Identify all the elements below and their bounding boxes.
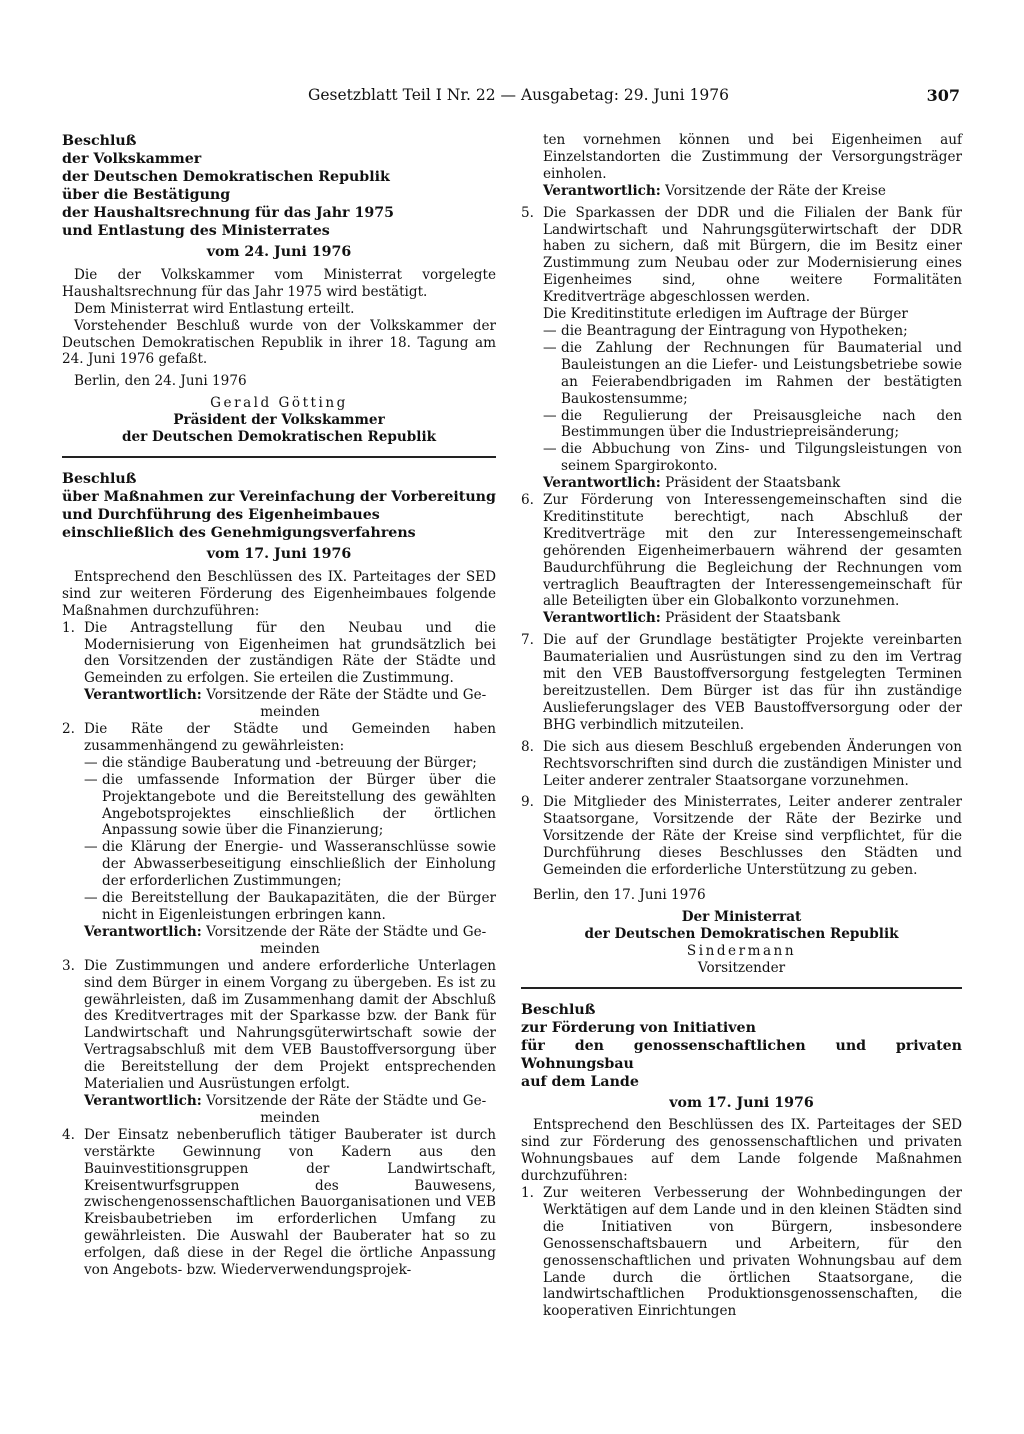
doc1-place-date: Berlin, den 24. Juni 1976: [74, 373, 247, 390]
doc2-item-2-dash: — die Klärung der Energie- und Wasseranschlüsse sowie der Abwasserbeseitigung einschließlich der Einholung der erforderlichen Zustimmungen;: [84, 839, 496, 890]
page-number: 307: [926, 86, 960, 105]
doc1-signatory-title: Präsident der Volkskammer: [173, 412, 385, 429]
responsible-label: Verantwortlich:: [84, 687, 202, 704]
resolution-rural-housing: [521, 1001, 962, 1321]
doc3-item-1: [521, 1185, 962, 1320]
doc2-item-5: [521, 205, 962, 306]
item-text: Die sich aus diesem Beschluß ergebenden Änderungen von Rechtsvorschriften sind durch die zuständigen Minister und Leiter anderer zentraler Staatsorgane vorzunehmen.: [543, 738, 962, 789]
doc2-title-line: Beschluß: [62, 470, 137, 487]
doc2-signatory-title: der Deutschen Demokratischen Republik: [584, 925, 899, 942]
doc2-title-line: einschließlich des Genehmigungsverfahrens: [62, 524, 416, 541]
section-divider: [521, 987, 962, 989]
item-number: 2.: [62, 721, 75, 738]
doc2-item-2-dash: — die Bereitstellung der Baukapazitäten, die der Bürger nicht in Eigenleistungen erbringen kann.: [84, 890, 496, 923]
responsible-text: Vorsitzende der Räte der Städte und Ge-: [206, 687, 487, 704]
doc2-responsible-1: [84, 687, 496, 721]
item-number: 3.: [62, 957, 75, 974]
item-number: 8.: [521, 738, 534, 755]
doc1-title-line: und Entlastung des Ministerrates: [62, 223, 330, 239]
doc2-item-5-dash: — die Zahlung der Rechnungen für Baumaterial und Bauleistungen an die Liefer- und Leistungsbetriebe sowie an Feierabendbrigaden im Rahmen der bestätigten Baukostensumme;: [543, 339, 962, 407]
doc2-item-3: [62, 958, 496, 1093]
doc2-item-5-dash: — die Abbuchung von Zins- und Tilgungsleistungen von seinem Spargirokonto.: [543, 441, 962, 475]
doc2-item-8: [521, 739, 962, 790]
header-title: Gesetzblatt Teil I Nr. 22 — Ausgabetag: 29. Juni 1976: [308, 86, 729, 104]
item-text: Die Antragstellung für den Neubau und die Modernisierung von Eigenheimen hat grundsätzlich bei den Vorsitzenden der zuständigen Räte der Städte und Gemeinden zu erfolgen. Sie erteilen die Zustimmung.: [84, 619, 496, 687]
page-header: [60, 86, 960, 110]
doc1-date: vom 24. Juni 1976: [206, 244, 352, 260]
doc3-title-line: für den genossenschaftlichen und privaten Wohnungsbau: [521, 1037, 962, 1072]
resolution-home-building: [62, 470, 496, 1279]
item-text: Die Zustimmungen und andere erforderliche Unterlagen sind dem Bürger in einem Vorgang zu übergeben. Es ist zu gewährleisten, daß im Zusammenhang damit der Abschluß des Kreditvertrages mit der Sparkasse bzw. der Bank für Landwirtschaft und Nahrungsgüterwirtschaft sowie der Vertragsabschluß mit dem VEB Baustoffversorgung über die Bereitstellung der dem Projekt entsprechenden Materialien und Ausrüstungen erfolgt.: [84, 957, 496, 1093]
doc1-title-line: Beschluß: [62, 133, 137, 149]
doc2-title-line: über Maßnahmen zur Vereinfachung der Vorbereitung: [62, 488, 496, 505]
responsible-label: Verantwortlich:: [84, 923, 202, 940]
doc2-item-9: [521, 794, 962, 879]
doc1-paragraph: Die der Volkskammer vom Ministerrat vorgelegte Haushaltsrechnung für das Jahr 1975 wird bestätigt.: [62, 266, 496, 300]
responsible-text: Präsident der Staatsbank: [665, 610, 841, 627]
item-text: Die Mitglieder des Ministerrates, Leiter anderer zentraler Staatsorgane, Vorsitzende der Räte der Bezirke und Vorsitzende der Räte der Kreise sind verpflichtet, für die Durchführung dieses Beschlusses den Städten und Gemeinden die erforderliche Unterstützung zu geben.: [543, 794, 962, 879]
doc2-item-5-dash: — die Beantragung der Eintragung von Hypotheken;: [543, 322, 908, 339]
item-text: Zur Förderung von Interessengemeinschaften sind die Kreditinstitute berechtigt, nach Abschluß der Kreditverträge mit den zur Interessengemeinschaft gehörenden Eigenheimerbauern während der gesamten Baudurchführung die Begleichung der Rechnungen vom vertraglich Beauftragten der Interessengemeinschaft für alle Beteiligten über ein Globalkonto vorzunehmen.: [543, 492, 962, 610]
doc2-item-1: [62, 620, 496, 688]
doc2-item-2-dash: — die ständige Bauberatung und -betreuung der Bürger;: [84, 754, 477, 771]
responsible-label: Verantwortlich:: [543, 182, 661, 199]
responsible-label: Verantwortlich:: [543, 475, 661, 492]
item-text: Die Räte der Städte und Gemeinden haben zusammenhängend zu gewährleisten:: [84, 721, 496, 754]
doc1-signatory-title: der Deutschen Demokratischen Republik: [121, 429, 437, 446]
item-number: 4.: [62, 1126, 75, 1143]
doc2-item-4-continued: ten vornehmen können und bei Eigenheimen auf Einzelstandorten die Zustimmung der Versorgungsträger einholen.: [543, 132, 962, 182]
doc1-title-line: über die Bestätigung: [62, 187, 231, 203]
responsible-label: Verantwortlich:: [84, 1092, 202, 1109]
doc2-item-2: [62, 721, 496, 755]
doc2-signatory-role: Vorsitzender: [697, 959, 786, 976]
responsible-text-cont: meinden: [260, 940, 320, 957]
right-column: [521, 132, 962, 1320]
doc2-signatory-title: Der Ministerrat: [681, 908, 802, 925]
doc1-title-line: der Haushaltsrechnung für das Jahr 1975: [62, 205, 394, 221]
responsible-text-cont: meinden: [260, 704, 320, 721]
doc1-signatory-name: Gerald Götting: [210, 395, 348, 412]
responsible-text-cont: meinden: [260, 1109, 320, 1126]
doc2-responsible-5: [543, 475, 962, 492]
doc2-item-4: [62, 1127, 496, 1279]
responsible-text: Präsident der Staatsbank: [665, 475, 841, 492]
responsible-label: Verantwortlich:: [543, 610, 661, 627]
item-number: 1.: [521, 1185, 534, 1202]
doc2-intro: Entsprechend den Beschlüssen des IX. Parteitages der SED sind zur weiteren Förderung des Eigenheimbaues folgende Maßnahmen durchzuführen:: [62, 568, 496, 619]
doc3-title-line: Beschluß: [521, 1001, 596, 1018]
item-text: Die auf der Grundlage bestätigter Projekte vereinbarten Baumaterialien und Ausrüstungen sind zu den im Vertrag mit den VEB Baustoffversorgung festgelegten Terminen bereitzustellen. Dem Bürger ist das für ihn zuständige Auslieferungslager des VEB Baustoffversorgung oder der BHG verbindlich mitzuteilen.: [543, 632, 962, 733]
doc1-title-line: der Deutschen Demokratischen Republik: [62, 169, 390, 185]
doc2-responsible-2: [84, 924, 496, 958]
item-number: 6.: [521, 492, 534, 509]
item-number: 7.: [521, 632, 534, 649]
doc2-item-5-sub: Die Kreditinstitute erledigen im Auftrage der Bürger: [543, 306, 908, 323]
doc1-paragraph: Vorstehender Beschluß wurde von der Volkskammer der Deutschen Demokratischen Republik in ihrer 18. Tagung am 24. Juni 1976 gefaßt.: [62, 317, 496, 368]
doc3-date: vom 17. Juni 1976: [669, 1094, 814, 1111]
item-number: 5.: [521, 204, 534, 221]
item-text: Der Einsatz nebenberuflich tätiger Bauberater ist durch verstärkte Gewinnung von Kadern aus den Bauinvestitionsgruppen der Landwirtschaft, Kreisentwurfsgruppen des Bauwesens, zwischengenossenschaftlichen Bauorganisationen und VEB Kreisbaubetrieben im erforderlichen Umfang zu gewährleisten. Die Auswahl der Bauberater hat so zu erfolgen, daß diese in der Regel die örtliche Anpassung von Angebots- bzw. Wiederverwendungsprojek-: [84, 1126, 496, 1279]
doc1-paragraph: Dem Ministerrat wird Entlastung erteilt.: [74, 300, 355, 317]
item-number: 1.: [62, 619, 75, 636]
doc2-title-line: und Durchführung des Eigenheimbaues: [62, 506, 380, 523]
doc3-title-line: auf dem Lande: [521, 1073, 639, 1090]
item-text: Die Sparkassen der DDR und die Filialen der Bank für Landwirtschaft und Nahrungsgüterwirtschaft der DDR haben zu sichern, daß mit Bürgern, die im Besitz einer Zustimmung zum Neubau oder zur Modernisierung eines Eigenheimes sind, ohne weitere Formalitäten Kreditverträge abgeschlossen werden.: [543, 204, 962, 306]
doc2-item-5-dash: — die Regulierung der Preisausgleiche nach den Bestimmungen über die Industriepreisänderung;: [543, 407, 962, 441]
responsible-text: Vorsitzende der Räte der Städte und Ge-: [206, 1092, 487, 1109]
doc1-title-line: der Volkskammer: [62, 151, 202, 167]
doc2-responsible-3: [84, 1093, 496, 1127]
item-text: Zur weiteren Verbesserung der Wohnbedingungen der Werktätigen auf dem Lande und in den kleinen Städten sind die Initiativen von Bürgern, insbesondere Genossenschaftsbauern und Arbeitern, für den genossenschaftlichen und privaten Wohnungsbau auf dem Lande durch die örtlichen Staatsorgane, die landwirtschaftlichen Produktionsgenossenschaften, die kooperativen Einrichtungen: [543, 1185, 962, 1320]
doc3-intro: Entsprechend den Beschlüssen des IX. Parteitages der SED sind zur Förderung des genossenschaftlichen und privaten Wohnungsbaues auf dem Lande folgende Maßnahmen durchzuführen:: [521, 1117, 962, 1185]
responsible-text: Vorsitzende der Räte der Kreise: [665, 182, 886, 199]
doc2-responsible-4: [543, 183, 962, 200]
responsible-text: Vorsitzende der Räte der Städte und Ge-: [206, 923, 487, 940]
doc2-item-6: [521, 492, 962, 610]
resolution-budget-1975: [62, 132, 496, 446]
left-column: [62, 132, 496, 1279]
item-number: 9.: [521, 794, 534, 811]
doc2-item-2-dash: — die umfassende Information der Bürger über die Projektangebote und die Bereitstellung des gewählten Angebotsprojektes einschließlich der örtlichen Anpassung sowie über die Finanzierung;: [84, 771, 496, 839]
doc3-title-line: zur Förderung von Initiativen: [521, 1019, 756, 1036]
section-divider: [62, 456, 496, 458]
doc2-signatory-name: Sindermann: [686, 942, 797, 959]
doc2-place-date: Berlin, den 17. Juni 1976: [533, 886, 706, 903]
doc2-date: vom 17. Juni 1976: [206, 545, 352, 562]
doc2-responsible-6: [543, 610, 962, 627]
doc2-item-7: [521, 632, 962, 733]
